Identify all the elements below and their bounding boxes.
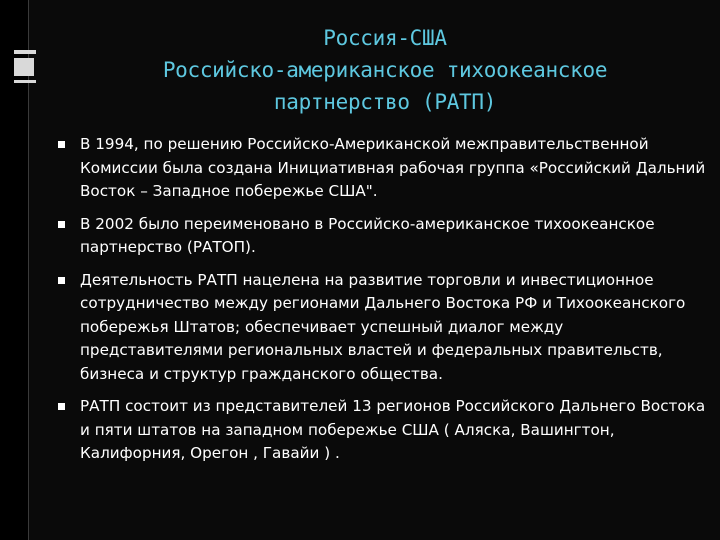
bullet-list <box>58 133 708 475</box>
title-line-1: Россия-США <box>323 26 447 50</box>
bullet-item <box>58 269 708 387</box>
square-bullet-icon <box>58 221 65 228</box>
title-line-3: партнерство (РАТП) <box>273 90 497 114</box>
decorative-bar-top <box>14 50 36 54</box>
bullet-text: Деятельность РАТП нацелена на развитие торговли и инвестиционное сотрудничество между регионами Дальнего Востока РФ и Тихоокеанского побережья Штатов; обеспечивает успешный диалог между представителями региональных властей и федеральных правительств, бизнеса и структур гражданского общества. <box>80 270 686 383</box>
bullet-item <box>58 133 708 204</box>
square-bullet-icon <box>58 403 65 410</box>
slide-title <box>90 22 680 118</box>
title-line-2: Российско-американское тихоокеанское <box>162 58 608 82</box>
bullet-text: В 2002 было переименовано в Российско-американское тихоокеанское партнерство (РАТОП). <box>80 214 655 256</box>
bullet-text: В 1994, по решению Российско-Американской межправительственной Комиссии была создана Инициативная рабочая группа «Российский Дальний Восток – Западное побережье США". <box>80 135 706 200</box>
bullet-item <box>58 213 708 260</box>
decorative-bar-bottom <box>14 80 36 83</box>
square-bullet-icon <box>58 277 65 284</box>
bullet-item <box>58 395 708 466</box>
bullet-text: РАТП состоит из представителей 13 регионов Российского Дальнего Востока и пяти штатов на западном побережье США ( Аляска, Вашингтон, Калифорния, Орегон , Гавайи ) . <box>80 397 706 462</box>
square-bullet-icon <box>58 141 65 148</box>
decorative-bar-middle <box>14 58 34 76</box>
